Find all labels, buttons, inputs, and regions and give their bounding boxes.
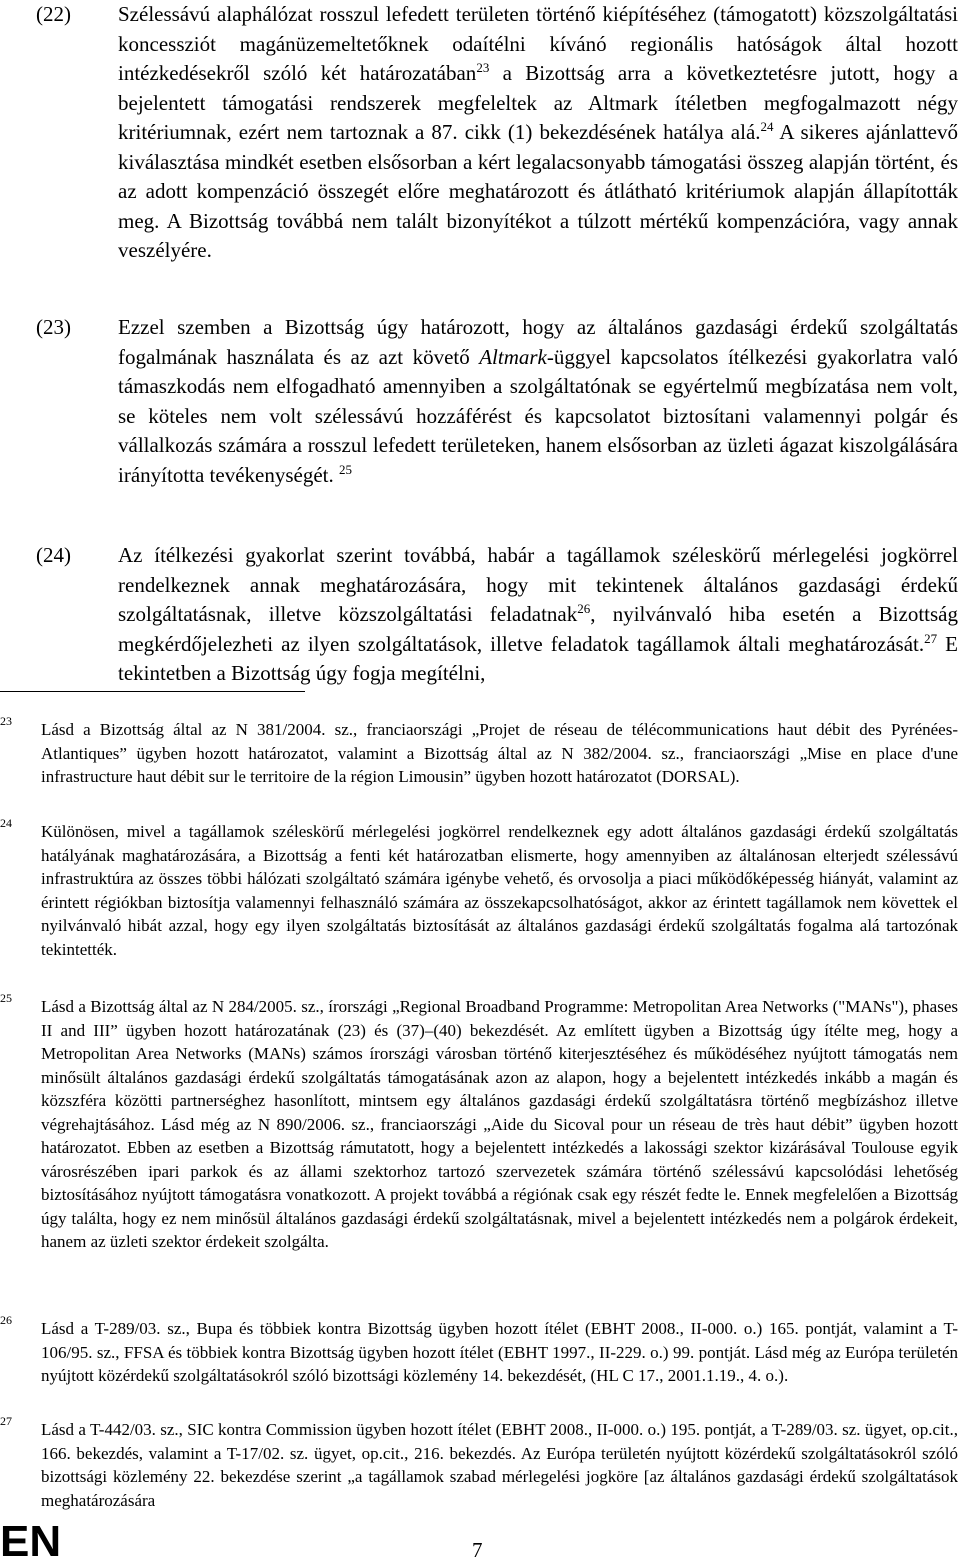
paragraph-22: [36, 0, 958, 266]
paragraph-body: [118, 541, 958, 689]
footnote-number: 23: [0, 714, 12, 728]
paragraph-text: A sikeres ajánlattevő kiválasztása mindkét esetben elsősorban a kért legalacsonyabb támogatási összeg alapján történt, és az adott kompenzáció összegét előre meghatározott és átlátható kritériumok alapján állapították meg. A Bizottság továbbá nem talált bizonyítékot a túlzott mértékű kompenzációra, vagy annak veszélyére.: [118, 120, 958, 262]
footnote-text: Különösen, mivel a tagállamok széleskörű mérlegelési jogkörrel rendelkeznek egy adott általános gazdasági érdekű szolgáltatás hatályának maghatározására, a Bizottság a fenti két határozatban elismerte, hogy amennyiben az általánosan elterjedt szélessávú infrastruktúra az összes többi hálózati szolgáltató számára igénybe vehető, és orvosolja a piaci működőképesség hiányát, valamint az érintett régiókban biztosítja valamennyi felhasználó számára az összekapcsolhatóságot, akkor az érintett tagállamok nem követtek el nyilvánvaló hibát azzal, hogy egy ilyen szolgáltatás biztosítását az általános gazdasági érdekű szolgáltatás fogalma alá tartozónak tekintették.: [41, 822, 958, 959]
page-number: 7: [472, 1538, 483, 1562]
footnote-ref[interactable]: 26: [577, 601, 591, 616]
paragraph-body: [118, 0, 958, 266]
footnote-number: 26: [0, 1313, 12, 1327]
paragraph-text: a Bizottság arra a következtetésre jutott, hogy a bejelentett támogatási rendszerek megfeleltek az Altmark ítéletben megfogalmazott négy kritériumnak, ezért nem tartoznak a 87. cikk (1) bekezdésének hatálya alá.: [118, 61, 958, 144]
paragraph-text: E tekintetben a Bizottság úgy fogja megítélni,: [118, 631, 958, 685]
footnote-text: Lásd a T-442/03. sz., SIC kontra Commission ügyben hozott ítélet (EBHT 2008., II-000. o.) 195. pontját, a T-289/03. sz. ügyet, op.cit., 166. bekezdés, valamint a T-17/02. sz. ügyet, op.cit., 216. bekezdés. Az Európa területén nyújtott közérdekű szolgáltatásokról szóló bizottsági közlemény 22. bekezdése szerint „a tagállamok szabad mérlegelési jogköre [az általános gazdasági érdekű szolgáltatások meghatározására: [41, 1420, 958, 1510]
footnote-ref[interactable]: 23: [476, 60, 490, 75]
language-code: EN: [0, 1517, 62, 1566]
footnote-text: Lásd a Bizottság által az N 381/2004. sz., franciaországi „Projet de réseau de télécommunications haut débit des Pyrénées-Atlantiques” ügyben hozott határozatot, valamint a Bizottság által az N 382/2004. sz., franciaországi „Mise en place d'une infrastructure haut débit sur le territoire de la région Limousin” ügyben hozott határozatot (DORSAL).: [41, 720, 958, 786]
footnote-number: 25: [0, 991, 12, 1005]
footnote-text: Lásd a T-289/03. sz., Bupa és többiek kontra Bizottság ügyben hozott ítélet (EBHT 2008., II-000. o.) 165. pontját, valamint a T-106/95. sz., FFSA és többiek kontra Bizottság ügyben hozott ítélet (EBHT 1997., II-229. o.) 99. pontját. Lásd még az Európa területén nyújtott közérdekű szolgáltatásokról szóló bizottsági közlemény 14. bekezdését, (HL C 17., 2001.1.19., 4. o.).: [41, 1319, 958, 1385]
paragraph-text: Szélessávú alaphálózat rosszul lefedett területen történő kiépítéséhez (támogatott) közszolgáltatási koncessziót magánüzemeltetőknek odaítélni kívánó regionális hatóságok által hozott intézkedésekről szóló két határozatában: [118, 2, 958, 85]
footnote-23: [0, 714, 958, 789]
footnote-separator: [0, 691, 305, 692]
paragraph-number: (23): [36, 315, 71, 339]
paragraph-23: [36, 313, 958, 490]
footnote-text: Lásd a Bizottság által az N 284/2005. sz., írországi „Regional Broadband Programme: Metropolitan Area Networks ("MANs"), phases II and III” ügyben hozott határozatának (23) és (37)–(40) bekezdését. Az említett ügyben a Bizottság úgy ítélte meg, hogy a Metropolitan Area Networks (MANs) számos írországi városban történő kiterjesztéséhez és működéséhez nyújtott támogatás nem minősült általános gazdasági érdekű szolgáltatás támogatásának azon az alapon, hogy a bejelentett intézkedés inkább a magán és közszféra közötti partnerséghez hasonlított, mintsem egy általános gazdasági érdekű szolgáltatásra történő megbízáshoz illetve végrehajtásához. Lásd még az N 890/2006. sz., franciaországi „Aide du Sicoval pour un réseau de très haut débit” ügyben hozott határozatot. Ebben az esetben a Bizottság rámutatott, hogy a bejelentett intézkedés a lakossági szektor kizárásával Toulouse egyik városrészében ipari parkok és az állami szektorhoz tartozó szervezetek számára történő szélessávú kapcsolódási lehetőség biztosításához nyújtott támogatásra vonatkozott. A projekt továbbá a régiónak csak egy részét fedte le. Ennek megfelelően a Bizottság úgy találta, hogy ez nem minősül általános gazdasági érdekű szolgáltatásnak, mivel a bejelentett intézkedés nem a polgárok érdekeit, hanem az üzleti szektor érdekeit szolgálta.: [41, 997, 958, 1251]
paragraph-number: (24): [36, 543, 71, 567]
paragraph-text: -üggyel kapcsolatos ítélkezési gyakorlatra való támaszkodás nem elfogadható amennyiben a szolgáltatónak se egyértelmű megbízatása nem volt, se köteles nem volt szélessávú hozzáférést és kapcsolatot biztosítani valamennyi polgár és vállalkozás számára a rosszul lefedett területeken, hanem elsősorban az üzleti ágazat kiszolgálására irányította tevékenységét.: [118, 344, 958, 487]
paragraph-text: Az ítélkezési gyakorlat szerint továbbá, habár a tagállamok széleskörű mérlegelési jogkörrel rendelkeznek annak meghatározására, hogy mit tekintenek általános gazdasági érdekű szolgáltatásnak, illetve közszolgáltatási feladatnak: [118, 543, 958, 626]
case-name-italic: Altmark: [479, 344, 547, 369]
paragraph-text: , nyilvánvaló hiba esetén a Bizottság megkérdőjelezheti az ilyen szolgáltatások, illetve feladatok tagállamok általi meghatározását.: [118, 602, 958, 656]
footnote-number: 24: [0, 816, 12, 830]
footnote-25: [0, 991, 958, 1254]
footnote-ref[interactable]: 25: [339, 461, 353, 477]
footnote-number: 27: [0, 1414, 12, 1428]
paragraph-body: [118, 313, 958, 490]
footnote-ref[interactable]: 24: [760, 119, 774, 134]
paragraph-number: (22): [36, 2, 71, 26]
paragraph-24: [36, 541, 958, 689]
paragraph-text: Ezzel szemben a Bizottság úgy határozott, hogy az általános gazdasági érdekű szolgáltatás fogalmának használata és az azt követő: [118, 315, 958, 369]
footnote-27: [0, 1414, 958, 1512]
footnote-ref[interactable]: 27: [924, 630, 938, 646]
footnote-24: [0, 816, 958, 961]
footnote-26: [0, 1313, 958, 1388]
